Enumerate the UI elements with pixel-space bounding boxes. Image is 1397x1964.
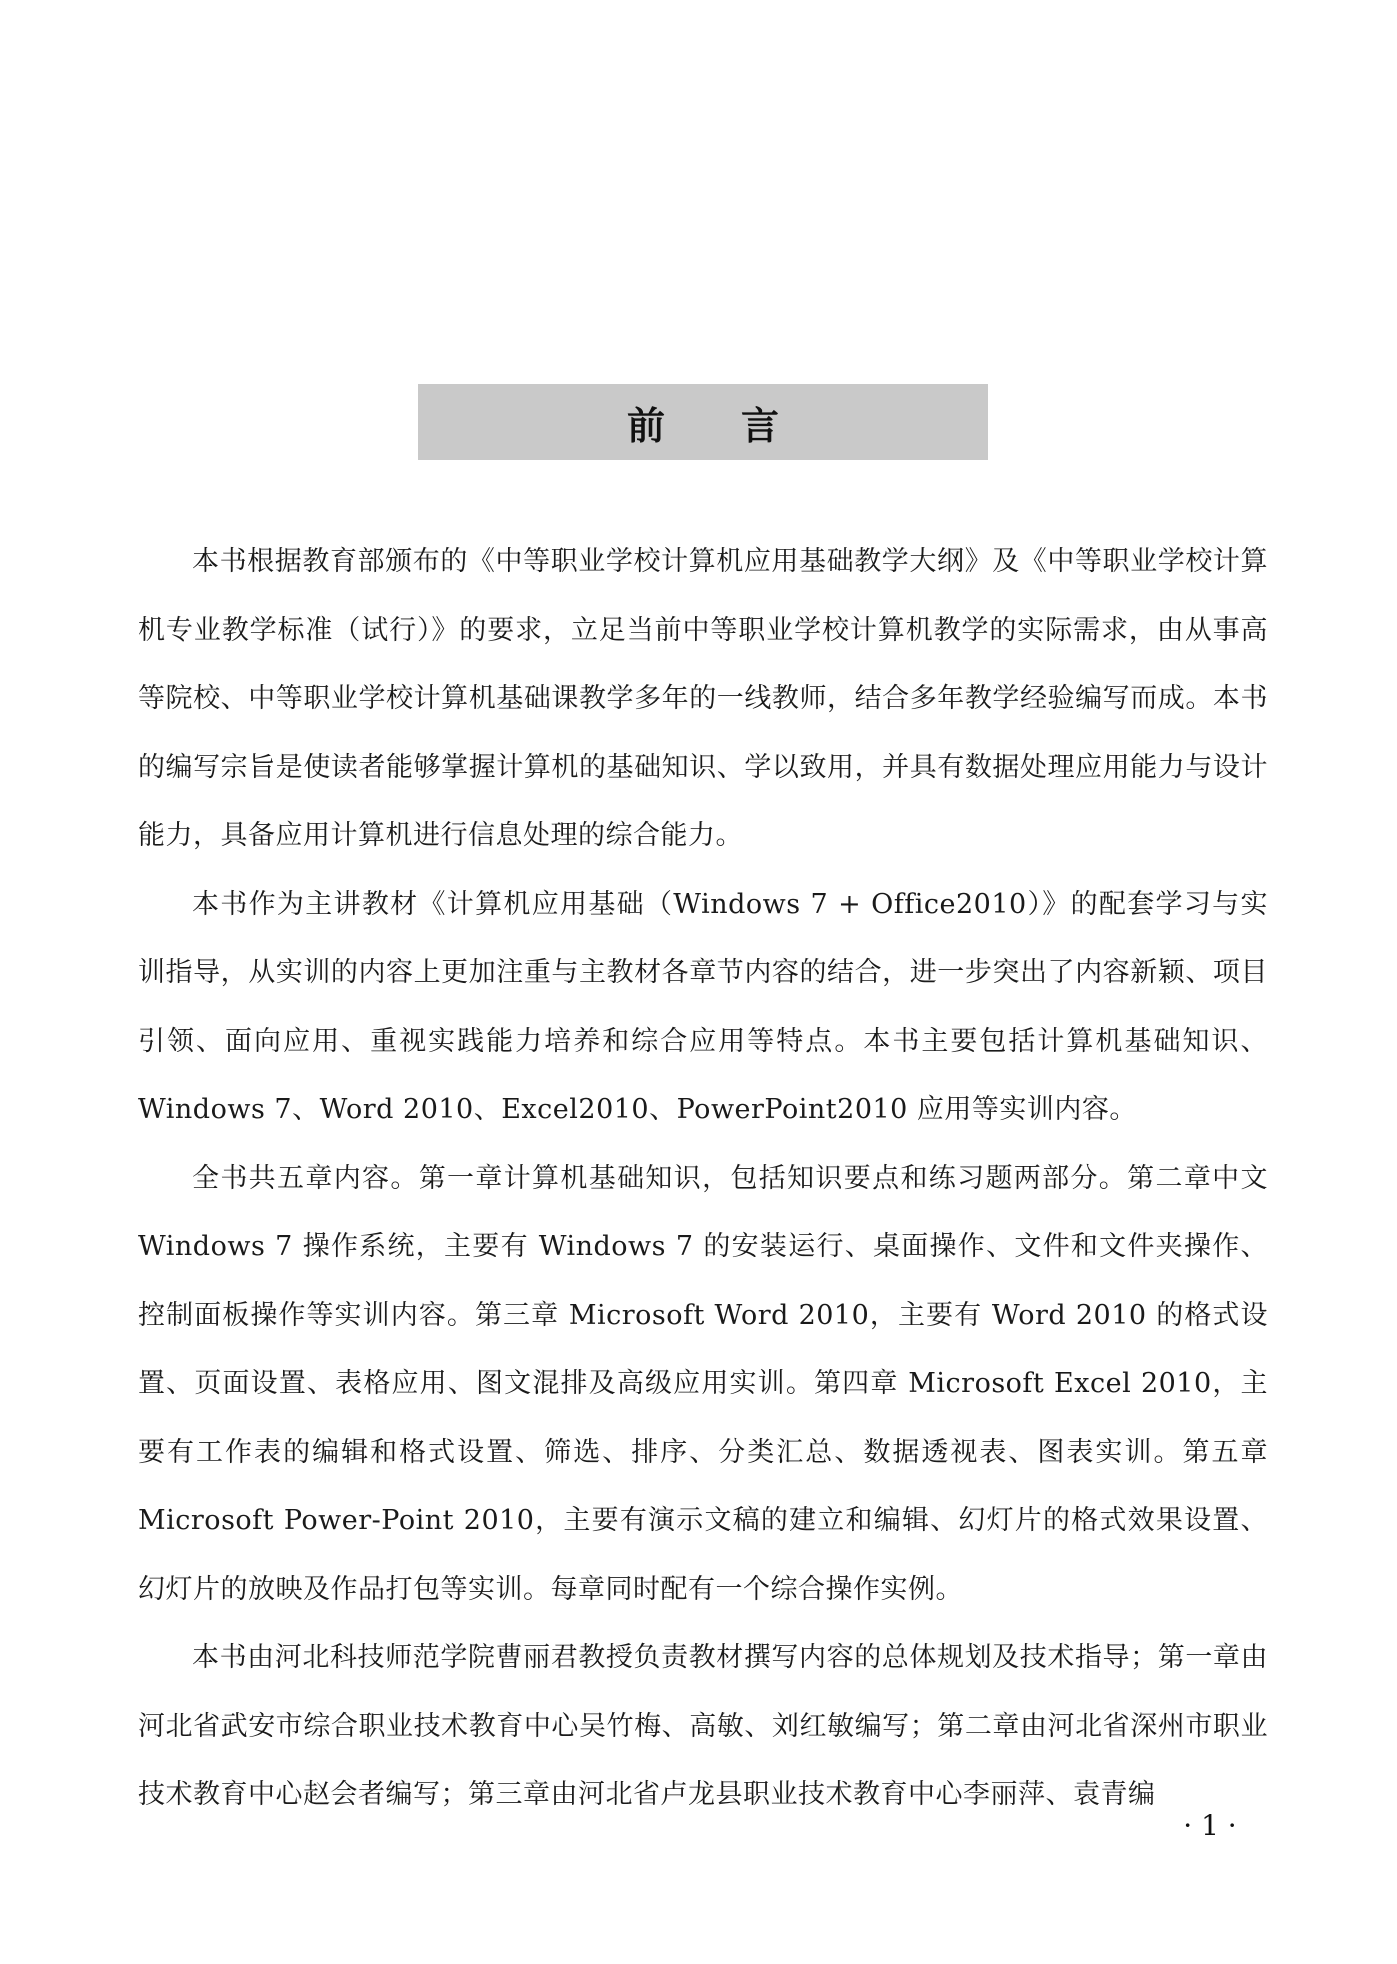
paragraph-4: 本书由河北科技师范学院曹丽君教授负责教材撰写内容的总体规划及技术指导；第一章由河北省武安市综合职业技术教育中心吴竹梅、高敏、刘红敏编写；第二章由河北省深州市职业技术教育中心赵会者编写；第三章由河北省卢龙县职业技术教育中心李丽萍、袁青编 [138,1642,1268,1810]
page-number: · 1 · [1183,1809,1237,1842]
page-title: 前言 [626,403,855,448]
paragraph-1: 本书根据教育部颁布的《中等职业学校计算机应用基础教学大纲》及《中等职业学校计算机专业教学标准（试行）》的要求，立足当前中等职业学校计算机教学的实际需求，由从事高等院校、中等职业学校计算机基础课教学多年的一线教师，结合多年教学经验编写而成。本书的编写宗旨是使读者能够掌握计算机的基础知识、学以致用，并具有数据处理应用能力与设计能力，具备应用计算机进行信息处理的综合能力。 [138,546,1268,851]
preface-body [138,528,1268,1830]
paragraph-3: 全书共五章内容。第一章计算机基础知识，包括知识要点和练习题两部分。第二章中文 Windows 7 操作系统，主要有 Windows 7 的安装运行、桌面操作、文件和文件夹操作、控制面板操作等实训内容。第三章 Microsoft Word 2010，主要有 Word 2010 的格式设置、页面设置、表格应用、图文混排及高级应用实训。第四章 Microsoft Excel 2010，主要有工作表的编辑和格式设置、筛选、排序、分类汇总、数据透视表、图表实训。第五章 Microsoft Power-Point 2010，主要有演示文稿的建立和编辑、幻灯片的格式效果设置、幻灯片的放映及作品打包等实训。每章同时配有一个综合操作实例。 [138,1162,1268,1605]
title-banner [418,384,988,460]
paragraph-2: 本书作为主讲教材《计算机应用基础（Windows 7 + Office2010）》的配套学习与实训指导，从实训的内容上更加注重与主教材各章节内容的结合，进一步突出了内容新颖、项目引领、面向应用、重视实践能力培养和综合应用等特点。本书主要包括计算机基础知识、Windows 7、Word 2010、Excel2010、PowerPoint2010 应用等实训内容。 [138,888,1268,1125]
